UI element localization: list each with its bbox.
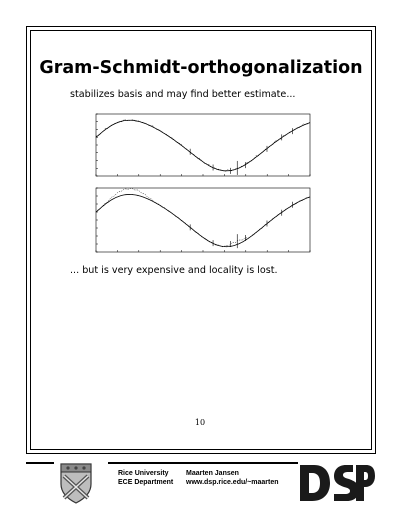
rice-shield-logo <box>58 462 94 504</box>
plot-bottom-axes-box <box>96 188 310 252</box>
text-bottom: ... but is very expensive and locality is lost. <box>70 265 278 276</box>
plot-bottom <box>90 186 312 258</box>
text-top: stabilizes basis and may find better estimate... <box>70 89 296 100</box>
page-number: 10 <box>194 418 206 427</box>
author-line1: Maarten Jansen <box>186 470 239 477</box>
plot-bottom-series-true-function <box>96 194 310 246</box>
plot-top <box>90 112 312 182</box>
dsp-logo <box>298 462 376 504</box>
plot-top-series-true-function <box>96 120 310 171</box>
plot-bottom-series-estimate <box>96 188 310 247</box>
institution-info <box>118 470 173 487</box>
plot-top-series-estimate <box>96 119 310 171</box>
author-info <box>186 470 279 487</box>
plot-top-axes-box <box>96 114 310 176</box>
footer-rule-right <box>108 462 298 464</box>
author-line2: www.dsp.rice.edu/~maarten <box>186 478 279 486</box>
institution-line2: ECE Department <box>118 478 174 486</box>
slide-title: Gram-Schmidt-orthogonalization <box>39 58 363 78</box>
footer-rule-left <box>26 462 54 464</box>
institution-line1: Rice University <box>118 470 169 477</box>
